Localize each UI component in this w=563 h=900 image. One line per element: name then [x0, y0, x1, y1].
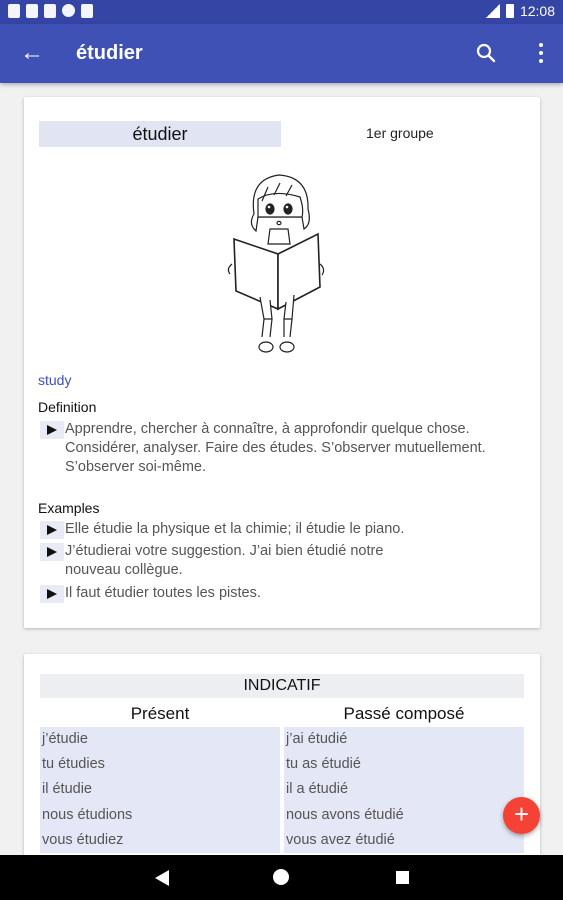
verb-card: [24, 97, 540, 628]
tense-heading-present: Présent: [130, 704, 190, 723]
search-icon[interactable]: [471, 38, 501, 68]
examples-heading: Examples: [38, 500, 100, 516]
signal-icon: [486, 4, 500, 18]
conjugation-form: nous avons étudié: [286, 806, 404, 823]
page-title: étudier: [76, 42, 143, 64]
conjugation-form: j’ai étudié: [286, 731, 348, 747]
verb-title: étudier: [39, 121, 281, 147]
play-example-icon[interactable]: [40, 543, 64, 561]
present-forms: [40, 727, 280, 853]
example-text: J’étudierai votre suggestion. J’ai bien étudié notre nouveau collègue.: [65, 543, 384, 578]
status-bar: [0, 0, 563, 24]
app-bar: [0, 24, 563, 83]
conjugation-form: il étudie: [42, 781, 92, 798]
conjugation-form: il a étudié: [286, 781, 349, 798]
verb-group: 1er groupe: [366, 125, 434, 141]
play-example-icon[interactable]: [40, 521, 64, 539]
conjugation-form: tu as étudié: [286, 756, 361, 773]
reading-girl-illustration: [224, 169, 336, 359]
calendar-notification-icon: [44, 4, 56, 18]
translation-link[interactable]: study: [38, 372, 72, 388]
tense-heading-passe-compose: Passé composé: [343, 704, 465, 723]
mood-heading: INDICATIF: [40, 674, 524, 698]
add-fab-button[interactable]: +: [503, 797, 540, 834]
nav-recents-icon[interactable]: [396, 871, 409, 884]
more-options-icon[interactable]: [537, 40, 545, 66]
nav-home-icon[interactable]: [273, 869, 289, 885]
example-text: Il faut étudier toutes les pistes.: [65, 585, 261, 601]
app-notification-icon: [8, 4, 20, 18]
storage-notification-icon: [81, 4, 93, 18]
definition-heading: Definition: [38, 399, 97, 415]
status-time: 12:08: [519, 3, 555, 19]
conjugation-card: [24, 654, 540, 864]
conjugation-form: vous avez étudié: [286, 831, 395, 848]
news-notification-icon: [26, 4, 38, 18]
passe-compose-forms: [284, 727, 524, 853]
sync-notification-icon: [62, 4, 75, 17]
nav-back-icon[interactable]: [155, 870, 169, 886]
conjugation-form: tu étudies: [42, 756, 105, 773]
example-text: Elle étudie la physique et la chimie; il étudie le piano.: [65, 521, 405, 537]
conjugation-form: vous étudiez: [42, 831, 124, 848]
play-definition-icon[interactable]: [40, 421, 64, 439]
back-arrow-icon[interactable]: ←: [20, 39, 44, 66]
status-right: [486, 3, 555, 19]
conjugation-form: nous étudions: [42, 806, 133, 823]
conjugation-form: j’étudie: [42, 731, 88, 747]
notification-icons: [8, 4, 93, 18]
battery-icon: [506, 4, 514, 18]
play-example-icon[interactable]: [40, 585, 64, 603]
system-nav-bar: [0, 855, 563, 900]
definition-text: Apprendre, chercher à connaître, à approfondir quelque chose. Considérer, analyser. Faire des études. S’observer mutuellement. S’observer soi-même.: [65, 421, 486, 475]
